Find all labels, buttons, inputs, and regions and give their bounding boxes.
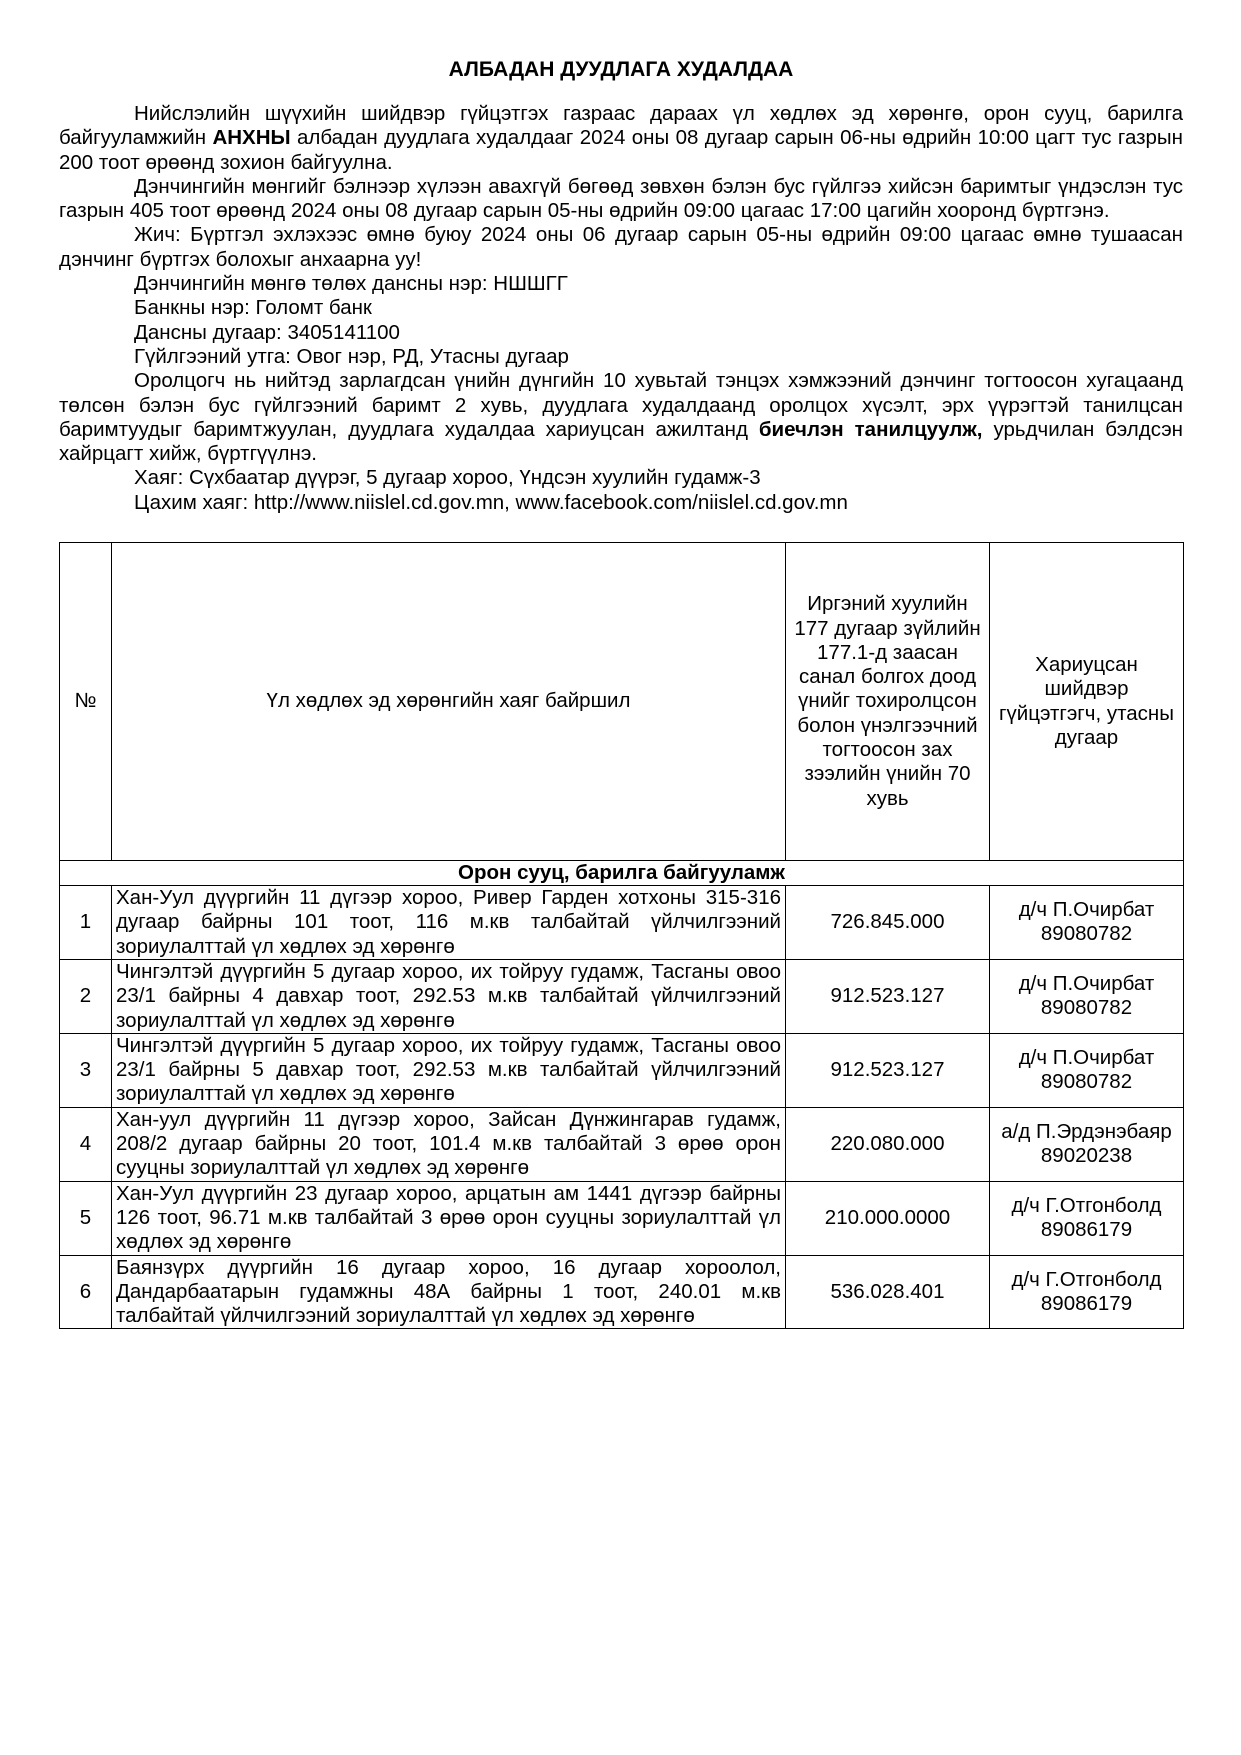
row-phone: 89080782 [1040,1070,1133,1094]
row-number: 2 [60,959,112,1033]
table-row [60,1033,1184,1107]
table-row [60,1107,1184,1181]
intro-p4-text-end: урьдчилан бэлдсэн хайрцагт хийж, бүртгүүлнэ. [59,417,1183,466]
intro-p1-bold: АНХНЫ [212,126,291,150]
document-title: АЛБАДАН ДУУДЛАГА ХУДАЛДАА [448,58,794,81]
row-location: Хан-Уул дүүргийн 11 дүгээр хороо, Ривер Гарден хотхоны 315-316 дугаар байрны 101 тоот, 116 м.кв талбайтай үйлчилгээний зориулалттай үл хөдлөх эд хөрөнгө [112,886,786,960]
row-number: 3 [60,1033,112,1107]
header-price: Иргэний хуулийн 177 дугаар зүйлийн 177.1-д заасан санал болгох доод үнийг тохиролцсон болон үнэлгээчний тогтоосон зах зээлийн үнийн 70 хувь [786,543,990,861]
intro-p1-text-end: албадан дуудлага худалдааг 2024 оны 08 дугаар сарын 06-ны өдрийн 10:00 цагт тус газрын 200 тоот өрөөнд зохион байгуулна. [59,126,1183,174]
row-price: 726.845.000 [786,886,990,960]
row-location: Хан-уул дүүргийн 11 дүгээр хороо, Зайсан Дүнжингарав гудамж, 208/2 дугаар байрны 20 тоот, 101.4 м.кв талбайтай 3 өрөө орон сууцны зориулалттай үл хөдлөх эд хөрөнгө [112,1107,786,1181]
row-location: Чингэлтэй дүүргийн 5 дугаар хороо, их тойруу гудамж, Тасганы овоо 23/1 байрны 4 давхар тоот, 292.53 м.кв талбайтай үйлчилгээний зориулалттай үл хөдлөх эд хөрөнгө [112,959,786,1033]
intro-p1-text: Нийслэлийн шүүхийн шийдвэр гүйцэтгэх газраас дараах үл хөдлөх эд хөрөнгө, орон сууц, барилга байгууламжийн [59,102,1183,150]
table-row [60,886,1184,960]
header-number: № [60,543,112,861]
table-row [60,1255,1184,1329]
bank-name: Банкны нэр: Голомт банк [134,296,372,320]
header-officer: Хариуцсан шийдвэр гүйцэтгэгч, утасны дугаар [990,543,1184,861]
auction-table [59,542,1184,1329]
row-officer-cell [990,1107,1184,1181]
row-price: 210.000.0000 [786,1181,990,1255]
row-officer-cell [990,1181,1184,1255]
row-phone: 89080782 [1040,922,1133,946]
row-officer-cell [990,959,1184,1033]
row-officer: д/ч Г.Отгонболд [1011,1267,1162,1291]
row-location: Баянзүрх дүүргийн 16 дугаар хороо, 16 дугаар хороолол, Дандарбаатарын гудамжны 48А байрны 1 тоот, 240.01 м.кв талбайтай үйлчилгээний зориулалттай үл хөдлөх эд хөрөнгө [112,1255,786,1329]
row-officer: д/ч П.Очирбат [1018,898,1155,922]
row-officer: д/ч П.Очирбат [1018,1045,1155,1069]
row-phone: 89080782 [1040,996,1133,1020]
row-price: 536.028.401 [786,1255,990,1329]
row-location: Чингэлтэй дүүргийн 5 дугаар хороо, их тойруу гудамж, Тасганы овоо 23/1 байрны 5 давхар тоот, 292.53 м.кв талбайтай үйлчилгээний зориулалттай үл хөдлөх эд хөрөнгө [112,1033,786,1107]
intro-paragraph-4 [59,369,1183,466]
intro-p4-text: Оролцогч нь нийтэд зарлагдсан үнийн дүнгийн 10 хувьтай тэнцэх хэмжээний дэнчинг тогтоосон хугацаанд төлсөн бэлэн бус гүйлгээний баримт 2 хувь, дуудлага худалдаанд оролцох хүсэлт, эрх үүрэгтэй танилцсан баримтуудыг баримтжуулан, дуудлага худалдаа хариуцсан ажилтанд [59,369,1183,441]
row-phone: 89086179 [1040,1218,1133,1242]
row-number: 4 [60,1107,112,1181]
row-officer: д/ч П.Очирбат [1018,972,1155,996]
web-address: Цахим хаяг: http://www.niislel.cd.gov.mn, www.facebook.com/niislel.cd.gov.mn [134,490,848,514]
row-officer-cell [990,1255,1184,1329]
row-price: 912.523.127 [786,1033,990,1107]
row-officer-cell [990,886,1184,960]
transaction-note: Гүйлгээний утга: Овог нэр, РД, Утасны дугаар [134,344,569,368]
intro-paragraph-2: Дэнчингийн мөнгийг бэлнээр хүлээн авахгүй бөгөөд зөвхөн бэлэн бус гүйлгээ хийсэн баримтыг үндэслэн тус газрын 405 тоот өрөөнд 2024 оны 08 дугаар сарын 05-ны өдрийн 09:00 цагаас 17:00 цагийн хооронд бүртгэнэ. [59,174,1183,223]
row-officer: а/д П.Эрдэнэбаяр [1001,1119,1172,1143]
row-officer: д/ч Г.Отгонболд [1011,1193,1162,1217]
row-location: Хан-Уул дүүргийн 23 дугаар хороо, арцатын ам 1441 дүгээр байрны 126 тоот, 96.71 м.кв талбайтай 3 өрөө орон сууцны зориулалттай үл хөдлөх эд хөрөнгө [112,1181,786,1255]
header-location: Үл хөдлөх эд хөрөнгийн хаяг байршил [112,543,786,861]
row-number: 1 [60,886,112,960]
row-price: 220.080.000 [786,1107,990,1181]
document [59,50,1183,1329]
office-address: Хаяг: Сүхбаатар дүүрэг, 5 дугаар хороо, Үндсэн хуулийн гудамж-3 [134,466,761,490]
table-header-row [60,543,1184,861]
intro-p4-bold: биечлэн танилцуулж, [758,417,983,441]
row-price: 912.523.127 [786,959,990,1033]
row-phone: 89020238 [1040,1144,1133,1168]
row-phone: 89086179 [1040,1291,1133,1315]
table-row [60,1181,1184,1255]
intro-paragraph-1 [59,102,1183,175]
table-group-row [60,861,1184,886]
row-officer-cell [990,1033,1184,1107]
table-row [60,959,1184,1033]
intro-note: Жич: Бүртгэл эхлэхээс өмнө буюу 2024 оны 06 дугаар сарын 05-ны өдрийн 09:00 цагаас өмнө тушаасан дэнчинг бүртгэх болохыг анхаарна уу! [59,223,1183,271]
group-label: Орон сууц, барилга байгууламж [60,861,1184,886]
row-number: 6 [60,1255,112,1329]
row-number: 5 [60,1181,112,1255]
account-number: Дансны дугаар: 3405141100 [134,320,400,344]
account-name: Дэнчингийн мөнгө төлөх дансны нэр: НШШГГ [134,272,568,296]
